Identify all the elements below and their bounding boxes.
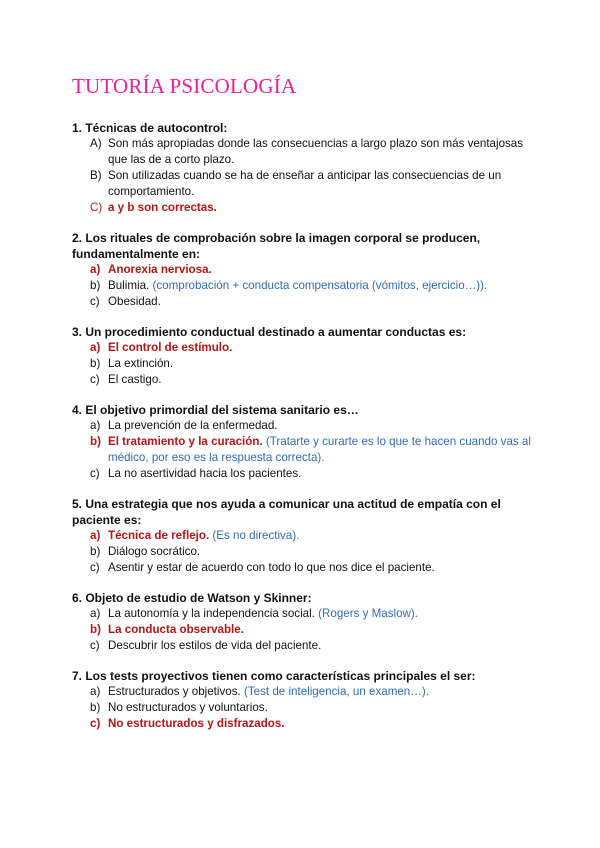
answer-list: [72, 528, 532, 576]
answer-text: La no asertividad hacia los pacientes.: [108, 467, 302, 480]
page-title: TUTORÍA PSICOLOGÍA: [72, 74, 297, 98]
answer-text: La conducta observable.: [108, 623, 244, 636]
question-text: 6. Objeto de estudio de Watson y Skinner:: [72, 591, 312, 605]
answer-option: [72, 466, 532, 482]
question-text: 7. Los tests proyectivos tienen como características principales el ser:: [72, 669, 476, 683]
answer-letter: b): [90, 435, 101, 448]
answer-letter: A): [90, 137, 102, 150]
answer-text: La prevención de la enfermedad.: [108, 419, 278, 432]
answer-option: [72, 136, 532, 168]
answer-text: Anorexia nerviosa.: [108, 263, 212, 276]
answer-option-correct: [72, 528, 532, 544]
answer-letter: c): [90, 561, 100, 574]
answer-text: La autonomía y la independencia social.: [108, 607, 315, 620]
question-text: 2. Los rituales de comprobación sobre la imagen corporal se producen, fundamentalmente en:: [72, 231, 481, 261]
answer-letter: B): [90, 169, 102, 182]
answer-list: [72, 340, 532, 388]
answer-text: Técnica de reflejo.: [108, 529, 210, 542]
answer-text: El tratamiento y la curación.: [108, 435, 263, 448]
answer-letter: a): [90, 419, 101, 432]
answer-letter: c): [90, 295, 100, 308]
answer-list: [72, 684, 532, 732]
answer-list: [72, 606, 532, 654]
answer-text: No estructurados y disfrazados.: [108, 717, 285, 730]
answer-letter: c): [90, 467, 100, 480]
question-block: [72, 668, 532, 732]
answer-option: [72, 278, 532, 294]
answer-letter: C): [90, 201, 103, 214]
answer-option: [72, 294, 532, 310]
answer-option: [72, 418, 532, 434]
answer-letter: c): [90, 717, 101, 730]
question-block: [72, 402, 532, 482]
question-block: [72, 230, 532, 310]
answer-text: No estructurados y voluntarios.: [108, 701, 268, 714]
answer-note: (comprobación + conducta compensatoria (vómitos, ejercicio…)).: [152, 279, 488, 292]
answer-letter: a): [90, 607, 101, 620]
answer-option: [72, 168, 532, 200]
answer-option-correct: [72, 716, 532, 732]
answer-option-correct: [72, 340, 532, 356]
answer-letter: b): [90, 357, 101, 370]
answer-option-correct: [72, 434, 532, 466]
answer-letter: a): [90, 529, 101, 542]
answer-list: [72, 262, 532, 310]
answer-option: [72, 544, 532, 560]
answer-text: a y b son correctas.: [108, 201, 217, 214]
answer-option-correct: [72, 262, 532, 278]
answer-note: (Rogers y Maslow).: [318, 607, 418, 620]
answer-text: Son más apropiadas donde las consecuencias a largo plazo son más ventajosas que las de a corto plazo.: [108, 137, 524, 166]
question-block: [72, 590, 532, 654]
answer-letter: c): [90, 373, 100, 386]
answer-note: (Es no directiva).: [212, 529, 300, 542]
answer-text: El control de estímulo.: [108, 341, 233, 354]
question-list: [72, 120, 532, 746]
answer-option: [72, 356, 532, 372]
answer-option: [72, 684, 532, 700]
answer-text: Diálogo socrático.: [108, 545, 201, 558]
answer-note: (Test de inteligencia, un examen…).: [243, 685, 429, 698]
answer-option: [72, 372, 532, 388]
answer-text: Son utilizadas cuando se ha de enseñar a anticipar las consecuencias de un comportamiento.: [108, 169, 502, 198]
question-block: [72, 324, 532, 388]
answer-note: (Tratarte y curarte es lo que te hacen cuando vas al médico, por eso es la respuesta correcta).: [108, 435, 531, 464]
question-text: 3. Un procedimiento conductual destinado a aumentar conductas es:: [72, 325, 467, 339]
answer-letter: b): [90, 545, 101, 558]
answer-option: [72, 700, 532, 716]
answer-text: La extinción.: [108, 357, 174, 370]
answer-letter: a): [90, 263, 101, 276]
answer-text: Bulimia.: [108, 279, 150, 292]
answer-letter: a): [90, 341, 101, 354]
answer-option: [72, 560, 532, 576]
answer-list: [72, 136, 532, 216]
answer-text: Obesidad.: [108, 295, 161, 308]
answer-letter: c): [90, 639, 100, 652]
answer-letter: b): [90, 701, 101, 714]
answer-letter: a): [90, 685, 101, 698]
answer-option-correct: [72, 622, 532, 638]
question-block: [72, 120, 532, 216]
answer-letter: b): [90, 623, 101, 636]
answer-option-correct: [72, 200, 532, 216]
question-text: 4. El objetivo primordial del sistema sanitario es…: [72, 403, 359, 417]
answer-list: [72, 418, 532, 482]
answer-option: [72, 606, 532, 622]
answer-text: Asentir y estar de acuerdo con todo lo que nos dice el paciente.: [108, 561, 435, 574]
question-block: [72, 496, 532, 576]
answer-text: El castigo.: [108, 373, 162, 386]
answer-letter: b): [90, 279, 101, 292]
question-text: 1. Técnicas de autocontrol:: [72, 121, 228, 135]
answer-option: [72, 638, 532, 654]
question-text: 5. Una estrategia que nos ayuda a comunicar una actitud de empatía con el paciente es:: [72, 497, 501, 527]
answer-text: Descubrir los estilos de vida del paciente.: [108, 639, 322, 652]
answer-text: Estructurados y objetivos.: [108, 685, 241, 698]
